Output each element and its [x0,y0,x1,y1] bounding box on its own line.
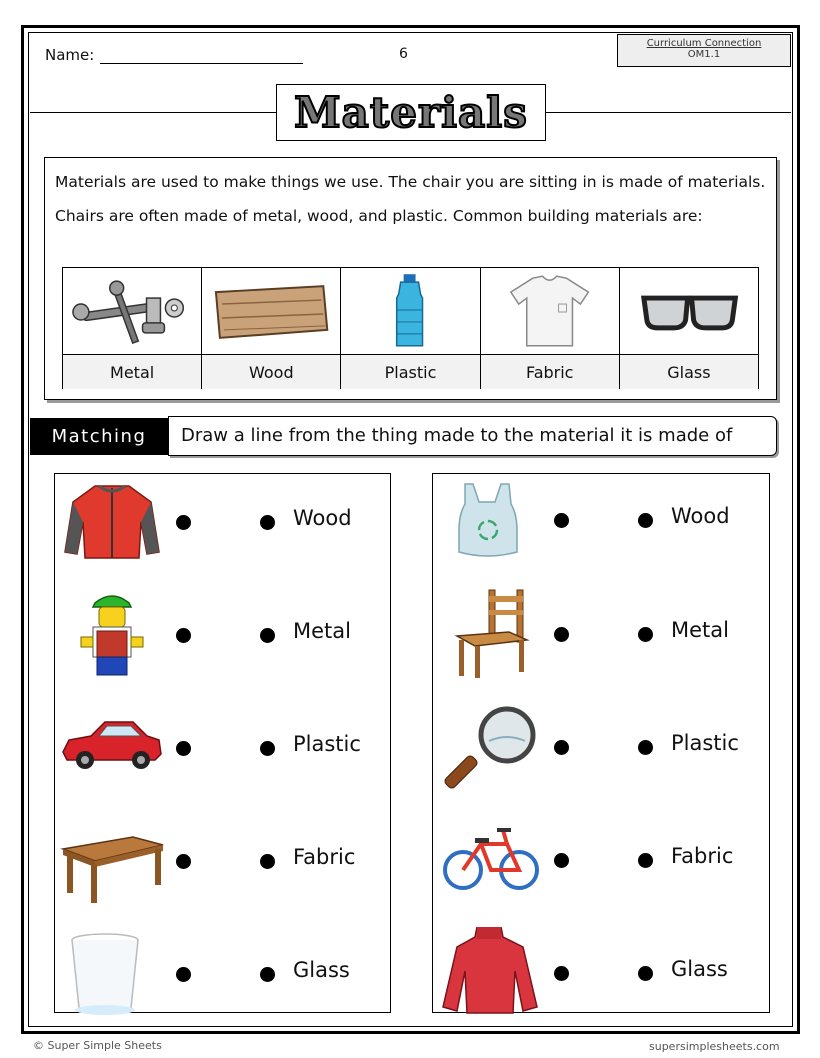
match-dot-material[interactable] [260,967,275,982]
title-rule-right [546,112,791,113]
curriculum-connection-box [617,34,791,67]
sunglasses-icon [620,268,758,354]
match-dot-thing[interactable] [554,513,569,528]
match-dot-material[interactable] [638,513,653,528]
match-dot-thing[interactable] [176,628,191,643]
matching-row [433,814,769,904]
match-dot-material[interactable] [260,741,275,756]
matching-row [433,588,769,678]
table-icon [59,815,165,905]
curriculum-code: OM1.1 [687,49,721,60]
match-dot-material[interactable] [260,628,275,643]
title-rule-left [30,112,276,113]
chair-icon [437,588,543,678]
footer-copyright: © Super Simple Sheets [33,1039,162,1052]
match-dot-material[interactable] [638,966,653,981]
match-dot-thing[interactable] [554,853,569,868]
matching-row [433,927,769,1017]
material-cell-glass [619,268,758,388]
material-label: Fabric [481,354,619,389]
match-dot-thing[interactable] [554,740,569,755]
car-icon [59,702,165,792]
matching-row [55,928,390,1018]
footer-site-link[interactable]: supersimplesheets.com [649,1040,780,1053]
matching-row [433,701,769,791]
match-dot-material[interactable] [260,515,275,530]
name-label: Name: [45,46,95,64]
match-dot-thing[interactable] [176,515,191,530]
material-word: Plastic [293,732,361,756]
material-label: Wood [202,354,340,389]
matching-row [55,702,390,792]
materials-table [62,267,759,389]
plastic-bag-icon [437,474,543,564]
plastic-bottle-icon [341,268,479,354]
matching-tag: Matching [30,418,168,455]
match-dot-thing[interactable] [176,967,191,982]
sweater-icon [437,927,543,1017]
t-shirt-icon [481,268,619,354]
drinking-glass-icon [59,928,165,1018]
match-dot-thing[interactable] [176,741,191,756]
material-word: Glass [293,958,350,982]
matching-row [55,476,390,566]
material-word: Plastic [671,731,739,755]
name-write-line[interactable] [100,63,303,64]
matching-column-left [54,473,391,1013]
matching-row [55,589,390,679]
toy-figure-icon [59,589,165,679]
page-title-box [276,84,546,141]
material-word: Wood [671,504,730,528]
wood-plank-icon [202,268,340,354]
matching-instruction: Draw a line from the thing made to the material it is made of [168,416,777,456]
material-word: Fabric [671,844,734,868]
matching-column-right [432,473,770,1013]
matching-row [433,474,769,564]
match-dot-material[interactable] [638,853,653,868]
page-number: 6 [399,46,408,62]
match-dot-thing[interactable] [554,627,569,642]
curriculum-connection-title: Curriculum Connection [646,38,762,49]
material-word: Metal [293,619,351,643]
match-dot-thing[interactable] [176,854,191,869]
intro-text: Materials are used to make things we use. The chair you are sitting in is made of materials. Chairs are often made of metal, wood, and plastic. Common building materials are: [55,173,766,225]
matching-row [55,815,390,905]
nails-bolts-icon [63,268,201,354]
material-word: Glass [671,957,728,981]
bicycle-icon [437,814,543,904]
magnifying-glass-icon [437,701,543,791]
material-cell-metal [63,268,201,388]
material-word: Fabric [293,845,356,869]
match-dot-material[interactable] [638,740,653,755]
material-label: Metal [63,354,201,389]
match-dot-thing[interactable] [554,966,569,981]
material-cell-wood [201,268,340,388]
material-label: Glass [620,354,758,389]
material-cell-fabric [480,268,619,388]
material-cell-plastic [340,268,479,388]
page-title: Materials [294,88,528,137]
material-word: Wood [293,506,352,530]
material-word: Metal [671,618,729,642]
match-dot-material[interactable] [638,627,653,642]
match-dot-material[interactable] [260,854,275,869]
jacket-icon [59,476,165,566]
material-label: Plastic [341,354,479,389]
